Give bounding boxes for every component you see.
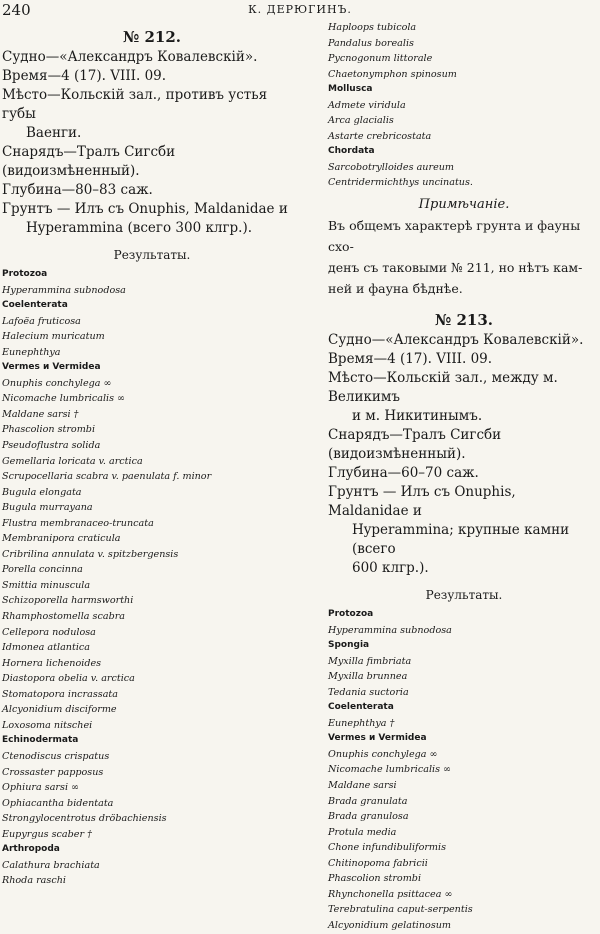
species-entry: Pycnogonum littorale — [328, 53, 433, 65]
species-entry: Admete viridula — [328, 99, 406, 111]
metadata-line: Время—4 (17). VIII. 09. — [2, 68, 167, 84]
metadata-line: Глубина—60–70 саж. — [328, 465, 479, 482]
species-entry: Membranipora craticula — [2, 533, 121, 545]
species-entry: Flustra membranaceo-truncata — [2, 517, 154, 529]
note-line: ней и фауна бѣднѣе. — [328, 281, 463, 297]
note-text — [328, 215, 600, 299]
right-column — [328, 20, 600, 934]
taxon-group-heading: Echinodermata — [2, 735, 79, 746]
species-entry: Hornera lichenoides — [2, 657, 102, 669]
metadata-line: Мѣсто—Кольскій зал., противъ устья губы — [2, 87, 268, 122]
species-entry: Eunephthya — [2, 346, 61, 358]
taxon-group-heading: Coelenterata — [2, 300, 68, 311]
species-entry: Cellepora nodulosa — [2, 626, 96, 638]
metadata-line: и м. Никитинымъ. — [352, 408, 483, 425]
species-entry: Rhoda raschi — [2, 875, 66, 887]
species-entry: Calathura brachiata — [2, 859, 100, 871]
species-entry: Brada granulata — [328, 795, 408, 807]
metadata-line: Hyperammina; крупные камни (всего — [352, 522, 570, 558]
species-entry: Phascolion strombi — [328, 873, 422, 885]
species-entry: Ctenodiscus crispatus — [2, 750, 110, 762]
species-entry: Idmonea atlantica — [2, 642, 90, 654]
species-entry: Onuphis conchylega ∞ — [328, 748, 438, 760]
taxon-group-heading: Coelenterata — [328, 702, 394, 713]
left-column — [2, 26, 302, 889]
species-entry: Schizoporella harmsworthi — [2, 595, 134, 607]
taxon-group-heading: Protozoa — [2, 269, 48, 279]
species-entry: Pseudoflustra solida — [2, 440, 101, 452]
metadata-line: Ваенги. — [26, 125, 82, 141]
species-entry: Centridermichthys uncinatus. — [328, 177, 473, 189]
species-entry: Porella concinna — [2, 564, 83, 576]
species-entry: Chitinopoma fabricii — [328, 857, 428, 869]
species-entry: Chaetonymphon spinosum — [328, 68, 457, 80]
note-line: Въ общемъ характерѣ грунта и фауны схо- — [328, 218, 581, 255]
species-entry: Smittia minuscula — [2, 579, 91, 591]
species-entry: Nicomache lumbricalis ∞ — [2, 393, 126, 405]
station-212-results-title: Результаты. — [113, 248, 191, 262]
species-entry: Sarcobotrylloides aureum — [328, 161, 455, 173]
species-entry: Scrupocellaria scabra v. paenulata f. minor — [2, 471, 212, 483]
taxon-group-heading: Protozoa — [328, 609, 374, 620]
taxon-group-heading: Vermes и Vermidea — [2, 362, 101, 373]
taxon-group-heading: Vermes и Vermidea — [328, 733, 427, 744]
species-entry: Alcyonidium disciforme — [2, 704, 117, 716]
taxon-group-heading: Spongia — [328, 640, 370, 651]
species-entry: Halecium muricatum — [2, 331, 105, 343]
taxon-group-heading: Arthropoda — [2, 844, 60, 855]
species-entry: Pandalus borealis — [328, 37, 414, 49]
species-entry: Myxilla fimbriata — [328, 655, 412, 667]
metadata-line: Время—4 (17). VIII. 09. — [328, 351, 493, 368]
metadata-line: Глубина—80–83 саж. — [2, 182, 153, 198]
species-entry: Cribrilina annulata v. spitzbergensis — [2, 548, 179, 560]
station-213-species-list — [328, 607, 600, 933]
species-entry: Nicomache lumbricalis ∞ — [328, 764, 452, 776]
taxon-group-heading: Chordata — [328, 146, 375, 157]
metadata-line: Судно—«Александръ Ковалевскій». — [328, 332, 584, 349]
species-entry: Hyperammina subnodosa — [2, 284, 126, 296]
species-entry: Onuphis conchylega ∞ — [2, 377, 112, 389]
species-entry: Rhamphostomella scabra — [2, 611, 126, 623]
species-entry: Bugula murrayana — [2, 502, 93, 514]
species-entry: Haploops tubicola — [328, 22, 417, 33]
metadata-line: Hyperammina (всего 300 клгр.). — [26, 220, 253, 236]
species-entry: Lafoëa fruticosa — [2, 315, 81, 327]
station-213-title: № 213. — [434, 311, 494, 330]
species-entry: Gemellaria loricata v. arctica — [2, 455, 143, 467]
page-header — [0, 0, 600, 22]
species-entry: Bugula elongata — [2, 486, 82, 498]
species-entry: Astarte crebricostata — [328, 130, 432, 142]
species-entry: Ophiura sarsi ∞ — [2, 782, 80, 794]
species-entry: Crossaster papposus — [2, 766, 104, 778]
species-entry: Diastopora obelia v. arctica — [2, 673, 135, 685]
note-line: денъ съ таковыми № 211, но нѣтъ кам- — [328, 260, 583, 276]
species-entry: Phascolion strombi — [2, 424, 96, 436]
species-entry: Maldane sarsi — [328, 780, 397, 792]
station-212-title: № 212. — [122, 28, 182, 46]
metadata-line: Снарядъ—Тралъ Сигсби (видоизмѣненный). — [2, 144, 176, 179]
species-entry: Strongylocentrotus dröbachiensis — [2, 813, 167, 825]
page-number: 240 — [2, 1, 31, 19]
species-entry: Rhynchonella psittacea ∞ — [328, 888, 453, 900]
species-entry: Eunephthya † — [328, 717, 395, 729]
species-entry: Eupyrgus scaber † — [2, 828, 92, 840]
metadata-line: 600 клгр.). — [352, 560, 429, 577]
species-entry: Hyperammina subnodosa — [328, 624, 452, 636]
metadata-line: Снарядъ—Тралъ Сигсби (видоизмѣненный). — [328, 427, 502, 463]
species-entry: Terebratulina caput-serpentis — [328, 904, 473, 916]
species-entry: Myxilla brunnea — [328, 671, 408, 683]
running-title: К. ДЕРЮГИНЪ. — [248, 3, 352, 16]
species-entry: Brada granulosa — [328, 811, 409, 823]
taxon-group-heading: Mollusca — [328, 84, 373, 95]
species-entry: Alcyonidium gelatinosum — [328, 919, 452, 931]
species-entry: Tedania suctoria — [328, 686, 409, 698]
station-212-species-list-continued — [328, 20, 600, 191]
species-entry: Chone infundibuliformis — [328, 842, 447, 854]
species-entry: Ophiacantha bidentata — [2, 797, 114, 809]
station-212-species-list — [2, 267, 302, 889]
metadata-line: Грунтъ — Илъ съ Onuphis, Maldanidae и — [2, 201, 288, 217]
metadata-line: Мѣсто—Кольскій зал., между м. Великимъ — [328, 370, 558, 406]
metadata-line: Грунтъ — Илъ съ Onuphis, Maldanidae и — [328, 484, 516, 520]
species-entry: Arca glacialis — [328, 115, 394, 127]
species-entry: Protula media — [328, 826, 397, 838]
species-entry: Stomatopora incrassata — [2, 688, 118, 700]
note-title: Примѣчаніе. — [418, 197, 510, 213]
station-213-metadata — [328, 331, 600, 578]
species-entry: Maldane sarsi † — [2, 408, 79, 420]
station-212-metadata — [2, 48, 302, 238]
station-213-results-title: Результаты. — [425, 588, 503, 603]
metadata-line: Судно—«Александръ Ковалевскій». — [2, 49, 258, 65]
species-entry: Loxosoma nitschei — [2, 719, 93, 731]
